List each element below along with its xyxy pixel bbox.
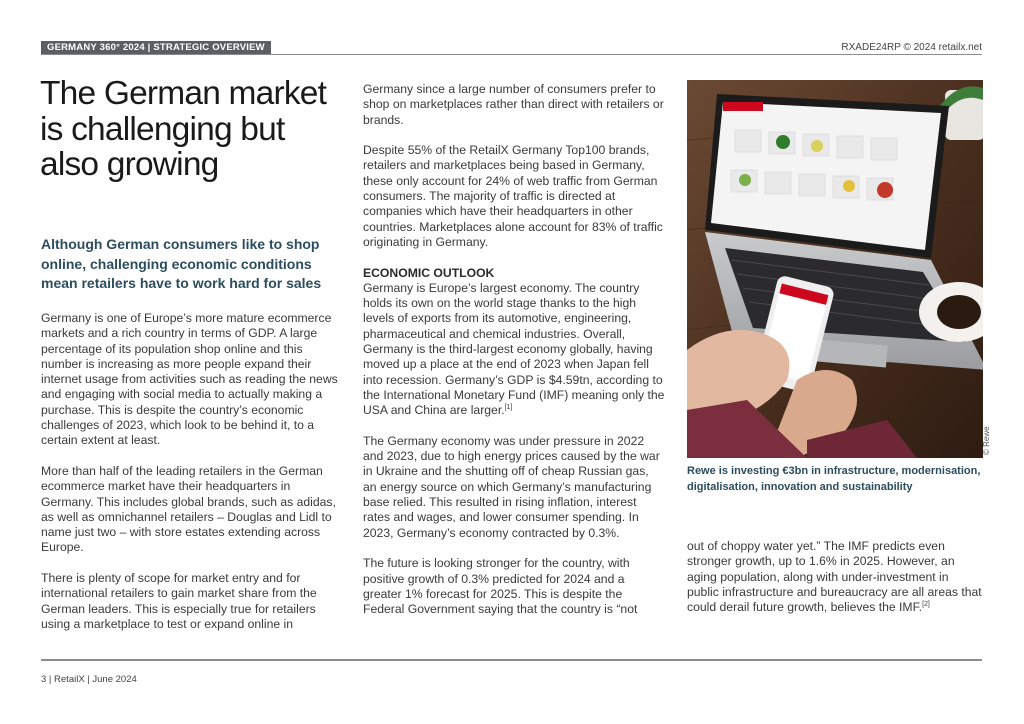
- footnote-ref[interactable]: [2]: [922, 601, 930, 609]
- paragraph: The future is looking stronger for the country, with positive growth of 0.3% predicted for 2024 and a greater 1% forecast for 2025. This is despite the Federal Government saying that the country is “not: [363, 556, 638, 617]
- paragraph: Germany since a large number of consumers prefer to shop on marketplaces rather than direct with retailers or brands.: [363, 82, 664, 127]
- photo-credit: © Rewe: [982, 426, 991, 455]
- article-standfirst: Although German consumers like to shop online, challenging economic conditions mean retailers have to work hard for sales: [41, 236, 322, 291]
- text-column-3: [687, 539, 982, 631]
- report-reference: RXADE24RP © 2024 retailx.net: [841, 42, 982, 53]
- paragraph: [687, 539, 982, 615]
- page-footer: 3 | RetailX | June 2024: [41, 674, 137, 685]
- header-divider: [41, 54, 982, 55]
- footnote-ref[interactable]: [1]: [504, 404, 513, 412]
- paragraph: The Germany economy was under pressure in 2022 and 2023, due to high energy prices caused by the war in Ukraine and the shutting off of cheap Russian gas, an energy source on which Germany’s manufacturing base relied. This resulted in rising inflation, interest rates and wages, and lower consumer spending. In 2023, Germany’s economy contracted by 0.3%.: [363, 433, 660, 540]
- rewe-shopping-photo: [687, 80, 983, 458]
- paragraph: [363, 281, 665, 419]
- section-tag: GERMANY 360° 2024 | STRATEGIC OVERVIEW: [41, 41, 271, 55]
- paragraph: Despite 55% of the RetailX Germany Top100 brands, retailers and marketplaces being based in Germany, these only account for 24% of web traffic from German consumers. The majority of traffic is directed at companies which have their headquarters in other countries. Marketplaces alone account for 83% of traffic originating in Germany.: [363, 143, 663, 249]
- paragraph-text: out of choppy water yet.” The IMF predicts even stronger growth, up to 1.6% in 2025. However, an aging population, along with under-investment in public infrastructure and bureaucracy are all areas that could derail future growth, believes the IMF.: [687, 539, 982, 615]
- section-subheading: ECONOMIC OUTLOOK: [363, 265, 495, 280]
- paragraph: Germany is one of Europe’s more mature ecommerce markets and a rich country in terms of GDP. A large percentage of its population shop online and this number is increasing as more people expand their internet usage from activities such as reading the news and engaging with social media to actually making a purchase. This is despite the country’s economic challenges of 2023, which look to be behind it, to a certain extent at least.: [41, 311, 338, 448]
- paragraph-text: Germany is Europe’s largest economy. The country holds its own on the world stage thanks to the high levels of exports from its automotive, engineering, pharmaceutical and chemical industries. Overall, Germany is the third-largest economy globally, having moved up a place at the end of 2023 when Japan fell into recession. Germany’s GDP is $4.59tn, according to the International Monetary Fund (IMF) meaning only the USA and China are larger.: [363, 280, 665, 418]
- text-column-2: [363, 82, 665, 633]
- footer-divider: [41, 659, 982, 661]
- article-title: The German market is challenging but also growing: [40, 75, 327, 183]
- photo-caption: Rewe is investing €3bn in infrastructure, modernisation, digitalisation, innovation and sustainability: [687, 465, 981, 493]
- text-column-1: [41, 311, 342, 648]
- paragraph: There is plenty of scope for market entry and for international retailers to gain market share from the German leaders. This is especially true for retailers using a marketplace to test or expand online in: [41, 571, 317, 631]
- paragraph: More than half of the leading retailers in the German ecommerce market have their headquarters in Germany. This includes global brands, such as adidas, as well as omnichannel retailers – Douglas and Lidl to name just two – with store estates extending across Europe.: [41, 463, 336, 555]
